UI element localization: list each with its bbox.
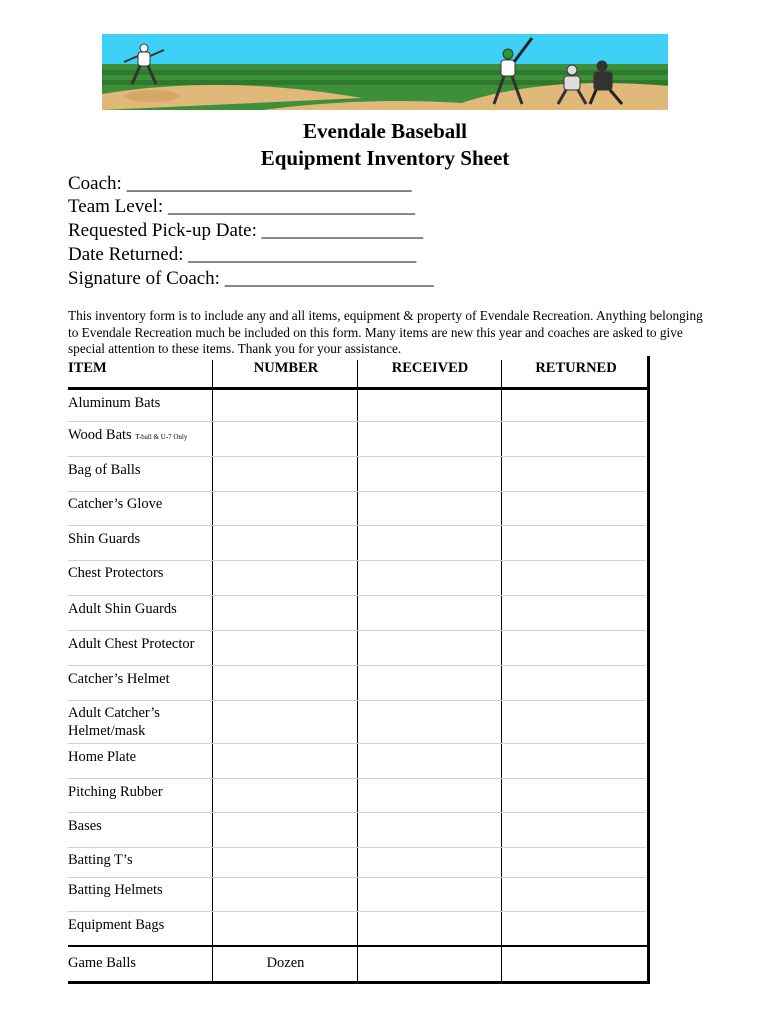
table-row-item: Equipment Bags: [68, 917, 165, 933]
page-title: Evendale Baseball: [303, 119, 467, 143]
table-row-item: Game Balls: [68, 955, 137, 971]
page-subtitle: Equipment Inventory Sheet: [260, 146, 510, 170]
table-row-item: Pitching Rubber: [68, 784, 163, 800]
column-header-received: RECEIVED: [391, 360, 469, 376]
row-separator: [68, 911, 646, 912]
baseball-banner-illustration: [102, 34, 668, 110]
row-separator: [68, 560, 646, 561]
table-row-item: Chest Protectors: [68, 565, 164, 581]
row-separator: [68, 877, 646, 878]
header-divider: [68, 387, 648, 390]
row-separator: [68, 595, 646, 596]
table-row-item: Catcher’s Glove: [68, 496, 163, 512]
table-right-border: [647, 356, 650, 984]
table-row-note: T-ball & U-7 Only: [135, 433, 188, 441]
intro-paragraph: This inventory form is to include any and all items, equipment & property of Evendale Recreation. Anything belonging to Evendale Recreation much be included on this form. Many items are new this year and coaches are asked to give special attention to these items. Thank you for your assistance.: [68, 308, 703, 356]
pickup-date-field[interactable]: Requested Pick-up Date: _________________: [68, 220, 424, 241]
game-balls-number: Dozen: [266, 955, 305, 971]
table-row-item: Bag of Balls: [68, 462, 141, 478]
table-row-item: Catcher’s Helmet: [68, 671, 170, 687]
table-row-item: Shin Guards: [68, 531, 141, 547]
team-level-field[interactable]: Team Level: __________________________: [68, 196, 415, 217]
column-divider-3: [501, 360, 502, 983]
table-row-item: Bases: [68, 818, 102, 834]
table-row-item: Home Plate: [68, 749, 137, 765]
table-row-item: Adult Shin Guards: [68, 601, 177, 617]
row-separator: [68, 456, 646, 457]
column-header-number: NUMBER: [253, 360, 319, 376]
signature-field[interactable]: Signature of Coach: ______________________: [68, 268, 434, 289]
row-separator: [68, 700, 646, 701]
table-bottom-border: [68, 981, 650, 984]
row-separator: [68, 665, 646, 666]
table-row-item: Batting T’s: [68, 852, 133, 868]
row-separator: [68, 491, 646, 492]
table-row-item: Aluminum Bats: [68, 395, 161, 411]
table-row-item: Adult Catcher’s Helmet/mask: [68, 705, 160, 739]
row-separator: [68, 812, 646, 813]
column-header-returned: RETURNED: [535, 360, 617, 376]
table-row-item: Wood Bats T-ball & U-7 Only: [68, 427, 188, 443]
column-divider-2: [357, 360, 358, 983]
coach-field[interactable]: Coach: ______________________________: [68, 173, 412, 194]
row-separator: [68, 743, 646, 744]
row-separator: [68, 630, 646, 631]
row-separator: [68, 421, 646, 422]
game-balls-divider: [68, 945, 648, 947]
table-row-item: Batting Helmets: [68, 882, 163, 898]
table-row-item: Adult Chest Protector: [68, 636, 195, 652]
row-separator: [68, 778, 646, 779]
row-separator: [68, 847, 646, 848]
date-returned-field[interactable]: Date Returned: ________________________: [68, 244, 417, 265]
column-header-item: ITEM: [68, 360, 107, 376]
column-divider-1: [212, 360, 213, 983]
row-separator: [68, 525, 646, 526]
